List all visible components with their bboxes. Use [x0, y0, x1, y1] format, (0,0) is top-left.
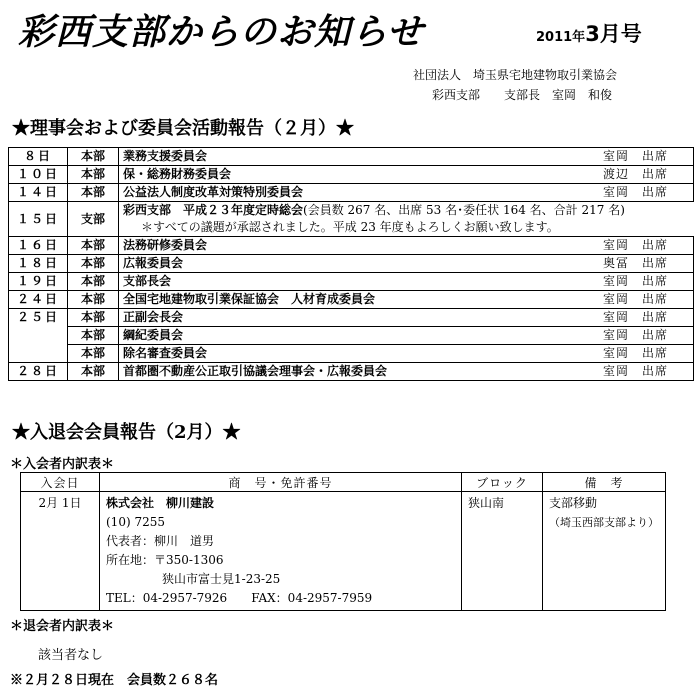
representative: 代表者：柳川 道男: [106, 534, 215, 548]
activity-date: １０日: [9, 166, 68, 184]
table-row: [9, 255, 694, 273]
remark-transfer: 支部移動: [549, 496, 598, 510]
block-name: 狭山南: [462, 492, 543, 611]
activity-heading: ★理事会および委員会活動報告（２月）★: [12, 118, 354, 139]
address-street: 狭山市富士見1-23-25: [162, 572, 281, 586]
activity-name: 首都圏不動産公正取引協議会理事会・広報委員会: [119, 363, 600, 381]
join-table-label: ＊入会者内訳表＊: [10, 457, 115, 472]
activity-name: 広報委員会: [119, 255, 600, 273]
member-count-footer: ※２月２８日現在 会員数２６８名: [10, 673, 219, 688]
activity-org: 本部: [68, 255, 119, 273]
col-company: 商 号・免許番号: [100, 473, 462, 492]
activity-date: ８日: [9, 148, 68, 166]
activity-date: １５日: [9, 202, 68, 237]
col-join-date: 入会日: [21, 473, 100, 492]
table-row: [9, 309, 694, 327]
issue-month: 3月号: [585, 22, 642, 46]
activity-name: 法務研修委員会: [119, 237, 600, 255]
table-row: [9, 202, 694, 237]
col-remarks: 備 考: [543, 473, 666, 492]
activity-date: １６日: [9, 237, 68, 255]
activity-attendee: 室岡 出席: [599, 184, 694, 202]
activity-org: 本部: [68, 148, 119, 166]
activity-name: 支部長会: [119, 273, 600, 291]
table-row: [9, 148, 694, 166]
join-date: 2月 1日: [21, 492, 100, 611]
contact-numbers: TEL：04-2957-7926 FAX：04-2957-7959: [106, 591, 373, 605]
activity-attendee: 室岡 出席: [599, 345, 694, 363]
remarks: [543, 492, 666, 611]
table-row: [9, 273, 694, 291]
activity-date: ２４日: [9, 291, 68, 309]
activity-name: 除名審査委員会: [119, 345, 600, 363]
activity-org: 本部: [68, 184, 119, 202]
remark-origin: （埼玉西部支部より）: [549, 516, 659, 529]
membership-heading: ★入退会会員報告（2月）★: [12, 422, 241, 443]
table-header-row: [21, 473, 666, 492]
table-row: [9, 363, 694, 381]
company-info: [100, 492, 462, 611]
activity-org: 本部: [68, 273, 119, 291]
table-row: [9, 345, 694, 363]
activity-attendee: 室岡 出席: [599, 309, 694, 327]
activity-org: 本部: [68, 166, 119, 184]
table-row: [9, 166, 694, 184]
meeting-title: 彩西支部 平成２３年度定時総会: [123, 203, 304, 217]
activity-date: １４日: [9, 184, 68, 202]
table-row: [21, 492, 666, 611]
activity-name: 綱紀委員会: [119, 327, 600, 345]
issue-year: 2011年: [536, 30, 586, 45]
leave-none-text: 該当者なし: [38, 648, 104, 663]
activity-org: 本部: [68, 291, 119, 309]
issue-label: [536, 18, 642, 48]
col-block: ブロック: [462, 473, 543, 492]
meeting-note: ＊すべての議題が承認されました。平成 23 年度もよろしくお願い致します。: [141, 220, 559, 234]
activity-org: 本部: [68, 363, 119, 381]
activity-org: 本部: [68, 345, 119, 363]
meeting-detail: (会員数 267 名、出席 53 名･委任状 164 名、合計 217 名): [303, 203, 625, 217]
activity-attendee: 室岡 出席: [599, 237, 694, 255]
activity-attendee: 室岡 出席: [599, 327, 694, 345]
activity-attendee: 渡辺 出席: [599, 166, 694, 184]
activity-table: [8, 147, 694, 381]
activity-date: １８日: [9, 255, 68, 273]
activity-attendee: 室岡 出席: [599, 363, 694, 381]
activity-name: 正副会長会: [119, 309, 600, 327]
table-row: [9, 327, 694, 345]
activity-org: 本部: [68, 327, 119, 345]
activity-name: 全国宅地建物取引業保証協会 人材育成委員会: [119, 291, 600, 309]
activity-name: 業務支援委員会: [119, 148, 600, 166]
activity-org: 支部: [68, 202, 119, 237]
company-name: 株式会社 柳川建設: [106, 496, 215, 510]
activity-name: 公益法人制度改革対策特別委員会: [119, 184, 600, 202]
join-table: [20, 472, 666, 611]
activity-date: ２５日: [9, 309, 68, 363]
activity-date: １９日: [9, 273, 68, 291]
activity-org: 本部: [68, 309, 119, 327]
organization-name: 社団法人 埼玉県宅地建物取引業協会: [413, 68, 618, 82]
branch-chief: 彩西支部 支部長 室岡 和俊: [432, 88, 613, 102]
activity-name: [119, 202, 694, 237]
table-row: [9, 237, 694, 255]
activity-date: ２８日: [9, 363, 68, 381]
activity-attendee: 室岡 出席: [599, 273, 694, 291]
table-row: [9, 291, 694, 309]
page-title: 彩西支部からのお知らせ: [18, 12, 424, 53]
table-row: [9, 184, 694, 202]
activity-attendee: 奥冨 出席: [599, 255, 694, 273]
address-postal: 所在地：〒350-1306: [106, 553, 224, 567]
activity-attendee: 室岡 出席: [599, 148, 694, 166]
activity-attendee: 室岡 出席: [599, 291, 694, 309]
leave-table-label: ＊退会者内訳表＊: [10, 619, 115, 634]
activity-name: 保・総務財務委員会: [119, 166, 600, 184]
activity-org: 本部: [68, 237, 119, 255]
license-number: (10) 7255: [106, 515, 165, 529]
